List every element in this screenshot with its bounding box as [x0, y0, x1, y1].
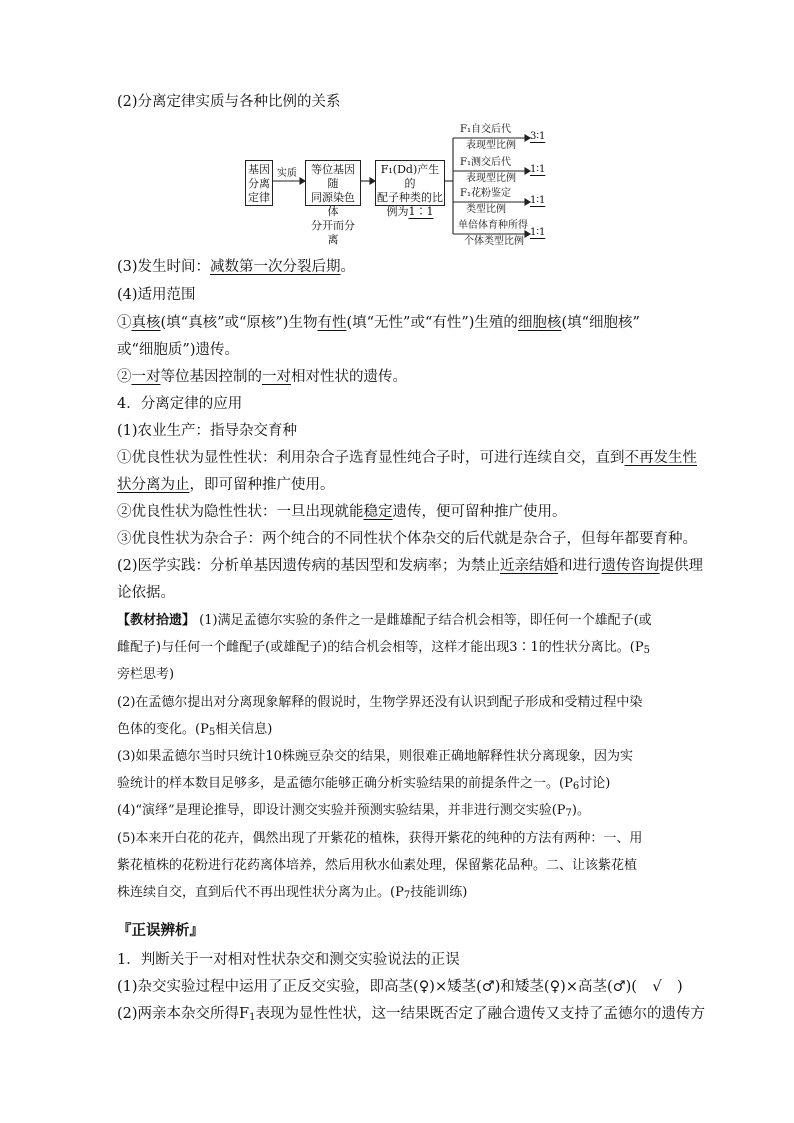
check-mark-icon: √ — [652, 979, 662, 995]
agriculture-heading: (1)农业生产：指导杂交育种 — [117, 423, 298, 439]
occurrence-time-answer: 减数第一次分裂后期 — [210, 259, 341, 275]
branch-selfcross-label2: 表现型比例 — [466, 140, 516, 151]
recessive-trait-line: ②优良性状为隐性性状：一旦出现就能稳定遗传，便可留种推广使用。 — [117, 504, 567, 520]
gamete-ratio-answer: 1∶1 — [408, 205, 434, 218]
essence-label: 实质 — [277, 168, 297, 179]
textbook-note-line2: 雌配子)与任何一个雌配子(或雄配子)的结合机会相等，这样才能出现3∶1的性状分离比。($P_5$ — [117, 640, 650, 656]
diagram-connectors — [0, 0, 794, 260]
branch-selfcross-label1: F₁自交后代 — [460, 124, 511, 135]
textbook-note-line10: 紫花植株的花粉进行花药离体培养，然后用秋水仙素处理，保留紫花品种。二、让该紫花植 — [117, 858, 638, 873]
textbook-note-line8: (4)“演绎”是理论推导，即设计测交实验并预测实验结果，并非进行测交实验$(P_7)$。 — [117, 803, 590, 819]
textbook-note-line3: 旁栏思考) — [117, 667, 175, 682]
heterozygote-trait-line: ③优良性状为杂合子：两个纯合的不同性状个体杂交的后代就是杂合子，但每年都要育种。 — [117, 531, 697, 547]
section-heading: (2)分离定律实质与各种比例的关系 — [117, 94, 341, 110]
box2-line2: 同源染色体 — [311, 191, 355, 218]
textbook-note-line6: (3)如果孟德尔当时只统计10株豌豆杂交的结果，则很难正确地解释性状分离现象，因为实 — [117, 749, 633, 764]
answer-one-pair-b: 一对 — [262, 369, 291, 385]
answer-no-separation-a: 不再发生性 — [624, 450, 697, 466]
textbook-note-line7: 验统计的样本数目足够多，是孟德尔能够正确分析实验结果的前提条件之一。($P_6$讨论) — [117, 776, 611, 792]
textbook-note-line4: (2)在孟德尔提出对分离现象解释的假说时，生物学界还没有认识到配子形成和受精过程中染 — [117, 695, 643, 710]
textbook-note-tag: 【教材拾遗】 — [117, 613, 196, 628]
box3-line1: F₁(Dd)产生的 — [380, 163, 440, 190]
medical-practice-line2: 论依据。 — [117, 585, 175, 601]
gamete-ratio-box — [375, 160, 445, 218]
allele-separation-box — [305, 160, 361, 246]
occurrence-time: (3)发生时间：减数第一次分裂后期。 — [117, 259, 356, 275]
branch-testcross-ratio: 1∶1 — [530, 164, 546, 175]
textbook-note-line11: 株连续自交，直到后代不再出现性状分离为止。($P_7$技能训练) — [117, 885, 468, 901]
textbook-note-line5: 色体的变化。($P_5$相关信息) — [117, 722, 273, 738]
scope-item2: ②一对等位基因控制的一对相对性状的遗传。 — [117, 369, 407, 385]
scope-item1-cont: 或“细胞质”)遗传。 — [117, 342, 239, 358]
branch-pollen-label1: F₁花粉鉴定 — [460, 188, 511, 199]
judgement-item2: (2)两亲本杂交所得$F_1$表现为显性性状，这一结果既否定了融合遗传又支持了孟德尔的遗传方 — [117, 1006, 705, 1023]
answer-no-separation-b: 状分离为止 — [117, 477, 190, 493]
answer-genetic-counseling: 遗传咨询 — [601, 558, 660, 574]
box3-line3: 例为1∶1 — [386, 205, 434, 218]
answer-sexual: 有性 — [317, 315, 347, 331]
judgement-item1: (1)杂交实验过程中运用了正反交实验，即高茎(♀)×矮茎(♂)和矮茎(♀)×高茎(♂)( √ ) — [117, 979, 683, 995]
branch-testcross-label1: F₁测交后代 — [460, 157, 511, 168]
box2-line1: 等位基因随 — [311, 163, 355, 190]
dominant-trait-line1: ①优良性状为显性性状：利用杂合子选育显性纯合子时，可进行连续自交，直到不再发生性 — [117, 450, 697, 466]
branch-pollen-label2: 类型比例 — [466, 204, 506, 215]
judgement-question: 1．判断关于一对相对性状杂交和测交实验说法的正误 — [117, 952, 460, 968]
branch-haploid-ratio: 1∶1 — [530, 227, 546, 238]
branch-testcross-label2: 表现型比例 — [466, 173, 516, 184]
branch-haploid-label1: 单倍体育种所得 — [458, 220, 528, 231]
answer-one-pair-a: 一对 — [131, 369, 161, 385]
box2-line3: 分开而分离 — [311, 219, 355, 246]
true-false-heading: 『正误辨析』 — [117, 922, 204, 939]
answer-consanguineous: 近亲结婚 — [500, 558, 559, 574]
box3-line2: 配子种类的比 — [377, 191, 443, 204]
textbook-note-line9: (5)本来开白花的花卉，偶然出现了开紫花的植株，获得开紫花的纯种的方法有两种：一、用 — [117, 831, 643, 846]
medical-practice-line1: (2)医学实践：分析单基因遗传病的基因型和发病率；为禁止近亲结婚和进行遗传咨询提供理 — [117, 558, 704, 574]
branch-haploid-label2: 个体类型比例 — [464, 236, 524, 247]
branch-selfcross-ratio: 3∶1 — [530, 131, 546, 142]
gene-separation-law-box: 基因分离定律 — [245, 160, 273, 206]
answer-eukaryote: 真核 — [131, 315, 161, 331]
application-heading: 4．分离定律的应用 — [117, 396, 243, 412]
scope-item1: ①真核(填“真核”或“原核”)生物有性(填“无性”或“有性”)生殖的细胞核(填“细胞核” — [117, 315, 640, 331]
dominant-trait-line2: 状分离为止，即可留种推广使用。 — [117, 477, 335, 493]
scope-heading: (4)适用范围 — [117, 287, 196, 303]
answer-stable: 稳定 — [363, 504, 393, 520]
textbook-note-line1: 【教材拾遗】 (1)满足孟德尔实验的条件之一是雌雄配子结合机会相等，即任何一个雄配子(或 — [117, 613, 652, 628]
branch-pollen-ratio: 1∶1 — [530, 195, 546, 206]
answer-nucleus: 细胞核 — [517, 315, 562, 331]
